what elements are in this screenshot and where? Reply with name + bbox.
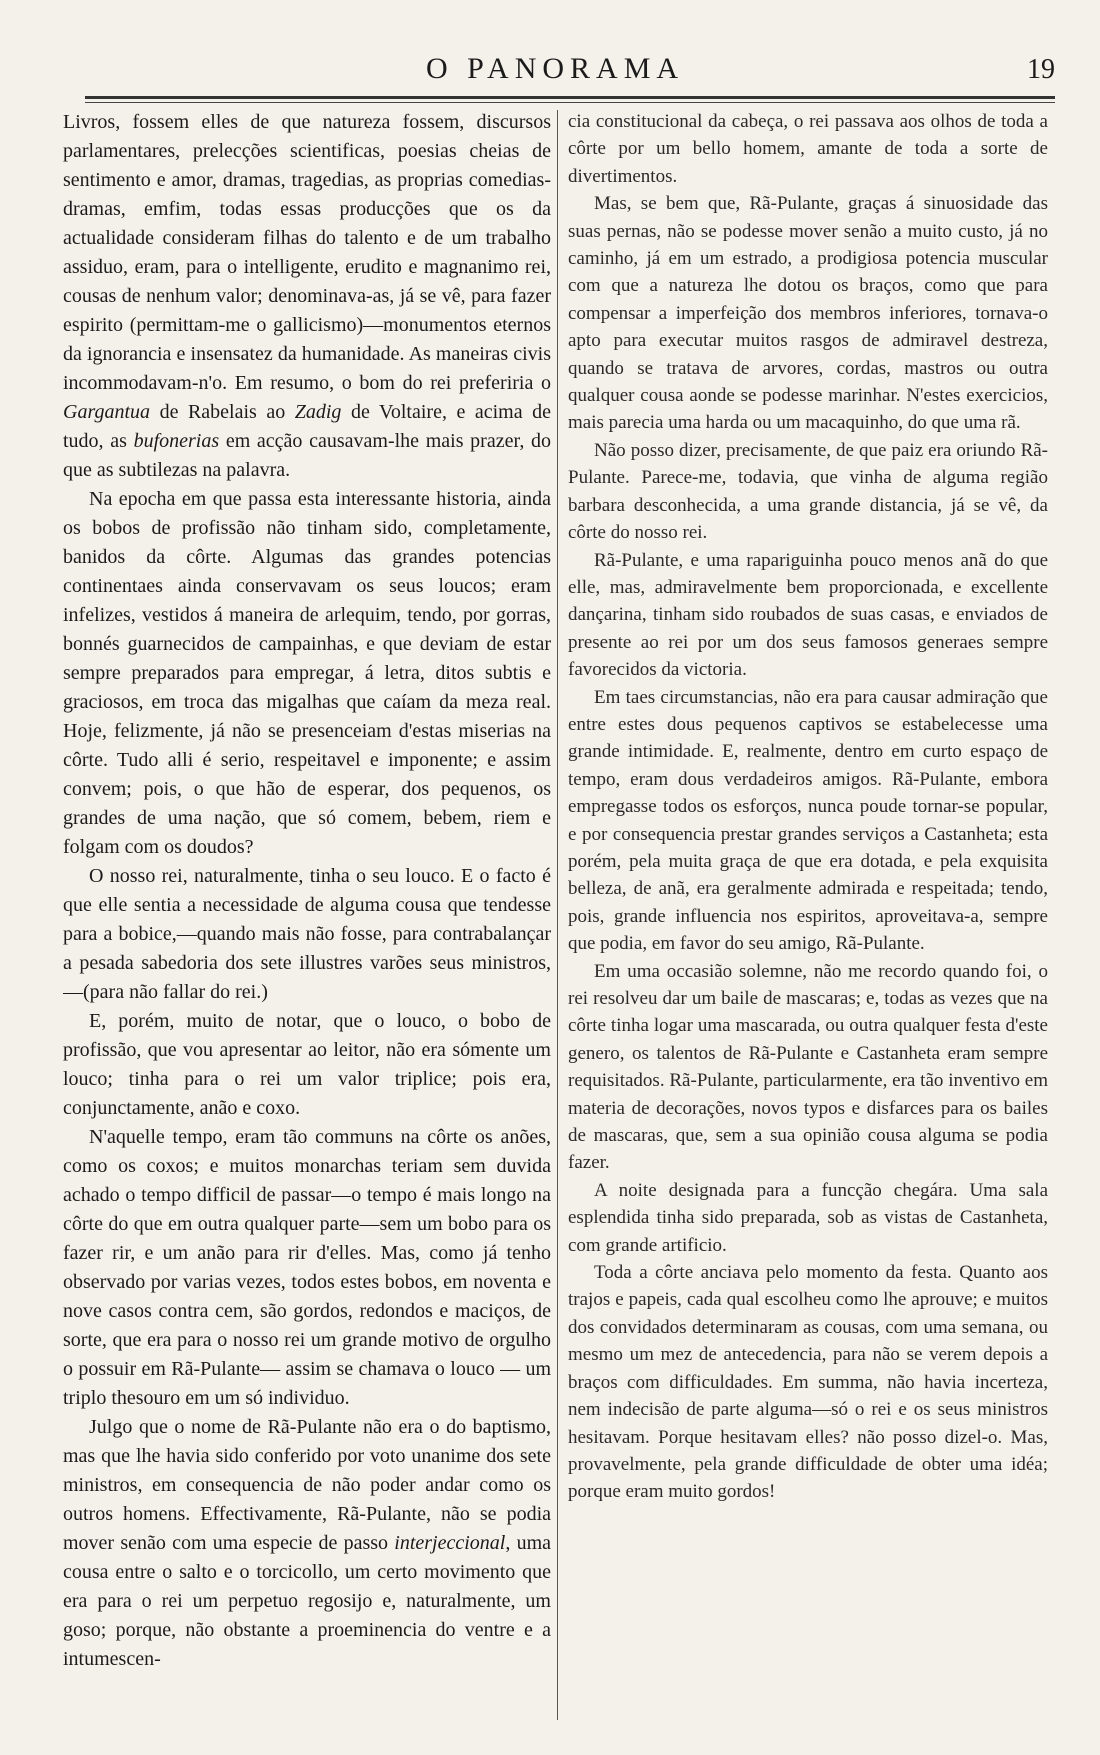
column-divider — [557, 110, 558, 1720]
paragraph: Livros, fossem elles de que natureza fossem, discursos parlamentares, prelecções scientificas, poesias cheias de sentimento e amor, dramas, tragedias, as proprias comedias-dramas, emfim, todas essas producções que os da actualidade consideram filhas do talento e de um trabalho assiduo, eram, para o intelligente, erudito e magnanimo rei, cousas de nenhum valor; denominava-as, já se vê, para fazer espirito (permittam-me o gallicismo)—monumentos eternos da ignorancia e insensatez da humanidade. As maneiras civis incommodavam-n'o. Em resumo, o bom do rei preferiria o Gargantua de Rabelais ao Zadig de Voltaire, e acima de tudo, as bufonerias em acção causavam-lhe mais prazer, do que as subtilezas na palavra. — [63, 111, 551, 481]
header-rule-thick — [85, 96, 1055, 99]
page-header — [55, 52, 1055, 92]
paragraph: Julgo que o nome de Rã-Pulante não era o do baptismo, mas que lhe havia sido conferido por voto unanime dos sete ministros, em consequencia de não poder andar como os outros homens. Effectivamente, Rã-Pulante, não se podia mover senão com uma especie de passo interjeccional, uma cousa entre o salto e o torcicollo, um certo movimento que era para o rei um perpetuo regosijo e, naturalmente, um goso; porque, não obstante a proeminencia do ventre e a intumescen- — [63, 1416, 551, 1670]
paragraph: E, porém, muito de notar, que o louco, o bobo de profissão, que vou apresentar ao leitor, não era sómente um louco; tinha para o rei um valor triplice; pois era, conjunctamente, anão e coxo. — [63, 1010, 551, 1119]
left-column — [63, 108, 551, 1728]
page-number: 19 — [1027, 54, 1055, 85]
paragraph: cia constitucional da cabeça, o rei passava aos olhos de toda a côrte por um bello homem, amante de toda a sorte de divertimentos. — [568, 111, 1048, 187]
paragraph: Toda a côrte anciava pelo momento da festa. Quanto aos trajos e papeis, cada qual escolheu como lhe aprouve; e muitos dos convidados determinaram as cousas, com uma semana, ou mesmo um mez de antecedencia, para não se verem depois a braços com difficuldades. Em summa, não havia incerteza, nem indecisão de parte alguma—só o rei e os seus ministros hesitavam. Porque hesitavam elles? não posso dizel-o. Mas, provavelmente, pela grande difficuldade de obter uma idéa; porque eram muito gordos! — [568, 1262, 1048, 1503]
header-rule-thin — [85, 102, 1055, 103]
paragraph: O nosso rei, naturalmente, tinha o seu louco. E o facto é que elle sentia a necessidade de alguma cousa que tendesse para a bobice,—quando mais não fosse, para contrabalançar a pesada sabedoria dos sete illustres varões seus ministros,—(para não fallar do rei.) — [63, 865, 551, 1003]
paragraph: Na epocha em que passa esta interessante historia, ainda os bobos de profissão não tinham sido, completamente, banidos da côrte. Algumas das grandes potencias continentaes ainda conservavam os seus loucos; eram infelizes, vestidos á maneira de arlequim, tendo, por gorras, bonnés guarnecidos de campainhas, e que deviam de estar sempre preparados para empregar, á letra, ditos subtis e graciosos, em troca das migalhas que caíam da meza real. Hoje, felizmente, já não se presenceiam d'estas miserias na côrte. Tudo alli é serio, respeitavel e imponente; e assim convem; pois, o que hão de esperar, dos pequenos, os grandes de uma nação, que só comem, bebem, riem e folgam com os doudos? — [63, 488, 551, 858]
paragraph: A noite designada para a funcção chegára. Uma sala esplendida tinha sido preparada, sob as vistas de Castanheta, com grande artificio. — [568, 1179, 1048, 1256]
paragraph: Em uma occasião solemne, não me recordo quando foi, o rei resolveu dar um baile de mascaras; e, todas as vezes que na côrte tinha logar uma mascarada, ou outra qualquer festa d'este genero, os talentos de Rã-Pulante e Castanheta eram sempre requisitados. Rã-Pulante, particularmente, era tão inventivo em materia de decorações, novos typos e disfarces para os bailes de mascaras, que, sem a sua opinião cousa alguma se podia fazer. — [568, 960, 1048, 1174]
paragraph: N'aquelle tempo, eram tão communs na côrte os anões, como os coxos; e muitos monarchas teriam sem duvida achado o tempo difficil de passar—o tempo é mais longo na côrte do que em outra qualquer parte—sem um bobo para os fazer rir, e um anão para rir d'elles. Mas, como já tenho observado por varias vezes, todos estes bobos, em noventa e nove casos contra cem, são gordos, redondos e maciços, de sorte, que era para o nosso rei um grande motivo de orgulho o possuir em Rã-Pulante— assim se chamava o louco — um triplo thesouro em um só individuo. — [63, 1126, 551, 1409]
paragraph: Mas, se bem que, Rã-Pulante, graças á sinuosidade das suas pernas, não se podesse mover senão a muito custo, já no caminho, já em um estrado, a prodigiosa potencia muscular com que a natureza lhe dotou os braços, como que para compensar a imperfeição dos membros inferiores, tornava-o apto para executar muitos rasgos de admiravel destreza, quando se tratava de arvores, cordas, mastros ou outra qualquer cousa aonde se podesse marinhar. N'estes exercicios, mais parecia uma harda ou um macaquinho, do que uma rã. — [568, 193, 1048, 434]
paragraph: Rã-Pulante, e uma rapariguinha pouco menos anã do que elle, mas, admiravelmente bem proporcionada, e excellente dançarina, tinham sido roubados de suas casas, e enviados de presente ao rei por um dos seus famosos generaes sempre favorecidos da victoria. — [568, 549, 1048, 681]
paragraph: Em taes circumstancias, não era para causar admiração que entre estes dous pequenos captivos se estabelecesse uma grande intimidade. E, realmente, dentro em curto espaço de tempo, eram dous verdadeiros amigos. Rã-Pulante, embora empregasse todos os esforços, nunca poude tornar-se popular, e por consequencia prestar grandes serviços a Castanheta; esta porém, pela muita graça de que era dotada, e pela exquisita belleza, de anã, era geralmente admirada e respeitada; tendo, pois, grande influencia nos espiritos, aproveitava-a, sempre que podia, em favor do seu amigo, Rã-Pulante. — [568, 686, 1048, 955]
right-column — [568, 108, 1048, 1728]
masthead-title: O PANORAMA — [425, 52, 685, 85]
paragraph: Não posso dizer, precisamente, de que paiz era oriundo Rã-Pulante. Parece-me, todavia, que vinha de alguma região barbara desconhecida, a uma grande distancia, já se vê, da côrte do nosso rei. — [568, 439, 1048, 544]
